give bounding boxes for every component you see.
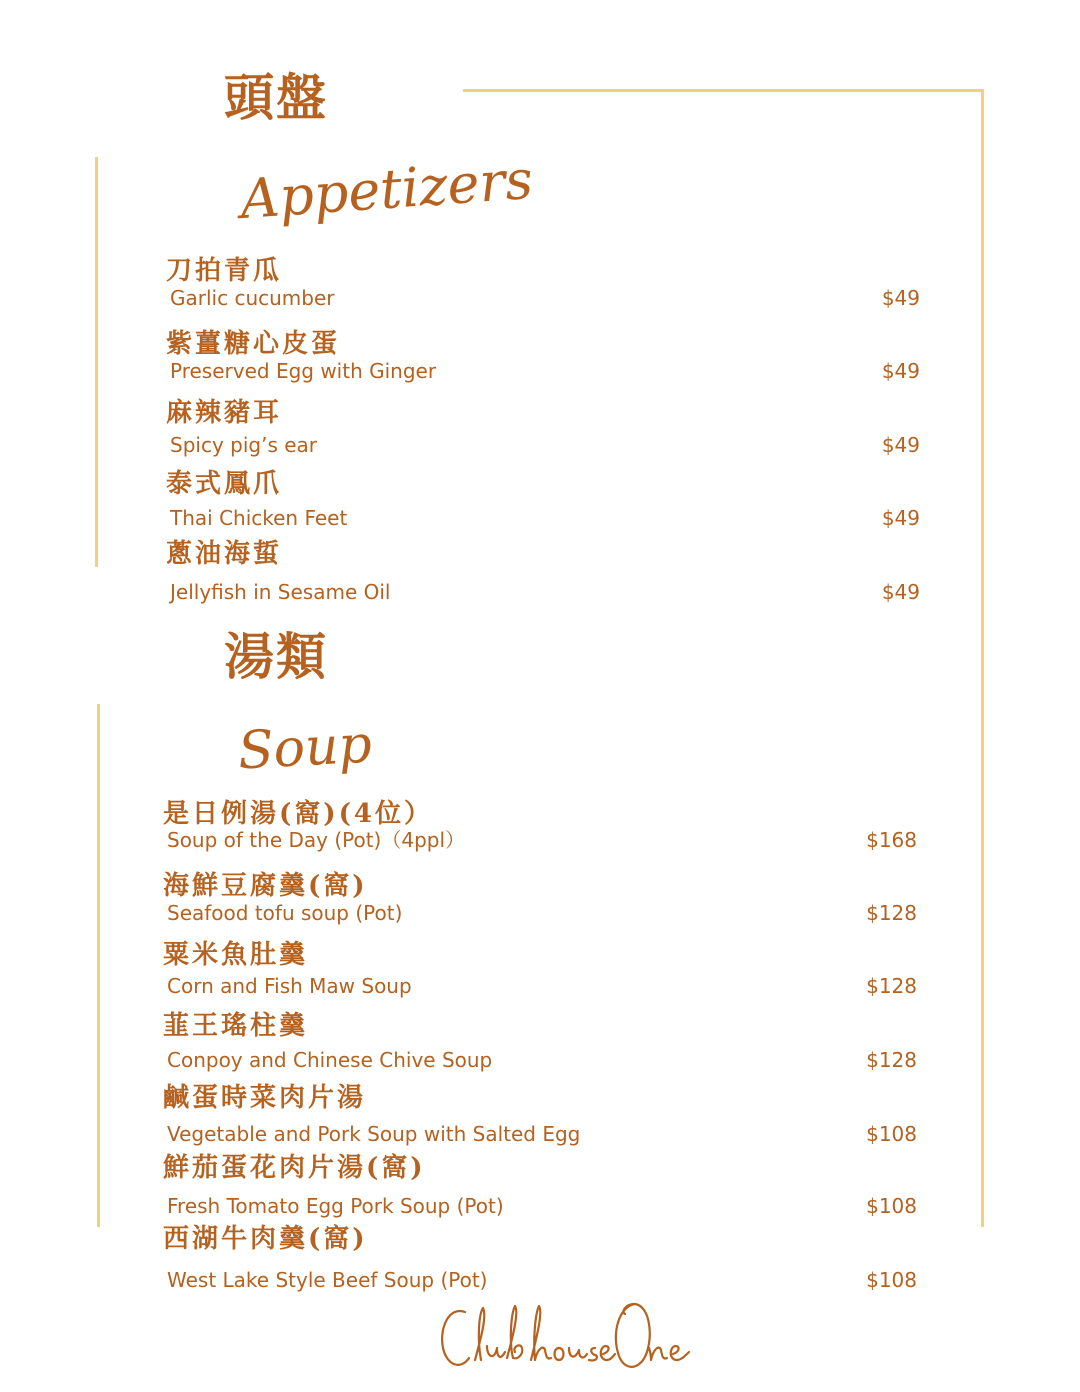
item-name-en: Garlic cucumber (170, 286, 335, 310)
item-price: $108 (866, 1122, 917, 1146)
item-name-zh: 泰式鳳爪 (166, 469, 283, 499)
item-price: $49 (881, 286, 920, 310)
item-name-zh: 粟米魚肚羹 (163, 940, 309, 970)
item-price: $108 (866, 1194, 917, 1218)
item-price: $49 (881, 580, 920, 604)
item-name-zh: 鮮茄蛋花肉片湯(窩) (163, 1153, 426, 1183)
item-price: $128 (866, 974, 917, 998)
item-name-en: Soup of the Day (Pot)（4ppl） (167, 828, 466, 852)
item-name-zh: 刀拍青瓜 (166, 256, 283, 286)
gold-border-left-soup (97, 704, 100, 1227)
item-name-en: Jellyfish in Sesame Oil (170, 580, 391, 604)
item-name-en: Vegetable and Pork Soup with Salted Egg (167, 1122, 581, 1146)
gold-border-top (463, 89, 984, 92)
clubhouse-one-logo (435, 1298, 695, 1378)
item-name-zh: 是日例湯(窩)(4位） (163, 799, 433, 829)
item-name-en: Conpoy and Chinese Chive Soup (167, 1048, 493, 1072)
item-name-en: Corn and Fish Maw Soup (167, 974, 412, 998)
gold-border-right (981, 89, 984, 1227)
item-name-zh: 麻辣豬耳 (166, 398, 283, 428)
item-price: $128 (866, 1048, 917, 1072)
item-name-en: Seafood tofu soup (Pot) (167, 901, 403, 925)
appetizers-heading-script: Appetizers (238, 147, 535, 232)
item-name-en: West Lake Style Beef Soup (Pot) (167, 1268, 488, 1292)
item-name-zh: 西湖牛肉羹(窩) (163, 1224, 368, 1254)
soup-heading-zh: 湯類 (224, 627, 328, 686)
item-price: $128 (866, 901, 917, 925)
item-price: $108 (866, 1268, 917, 1292)
item-name-en: Fresh Tomato Egg Pork Soup (Pot) (167, 1194, 504, 1218)
appetizers-heading-zh: 頭盤 (224, 68, 328, 127)
item-name-zh: 海鮮豆腐羹(窩) (163, 871, 368, 901)
item-price: $49 (881, 433, 920, 457)
item-price: $49 (881, 506, 920, 530)
item-name-en: Spicy pig’s ear (170, 433, 318, 457)
gold-border-left-appetizers (95, 157, 98, 567)
item-price: $168 (866, 828, 917, 852)
item-price: $49 (881, 359, 920, 383)
item-name-en: Thai Chicken Feet (170, 506, 348, 530)
item-name-zh: 鹹蛋時菜肉片湯 (163, 1083, 367, 1113)
item-name-zh: 紫薑糖心皮蛋 (166, 329, 341, 359)
item-name-zh: 蔥油海蜇 (166, 539, 283, 569)
soup-heading-script: Soup (236, 714, 374, 782)
item-name-zh: 韮王瑤柱羹 (163, 1011, 309, 1041)
item-name-en: Preserved Egg with Ginger (170, 359, 437, 383)
